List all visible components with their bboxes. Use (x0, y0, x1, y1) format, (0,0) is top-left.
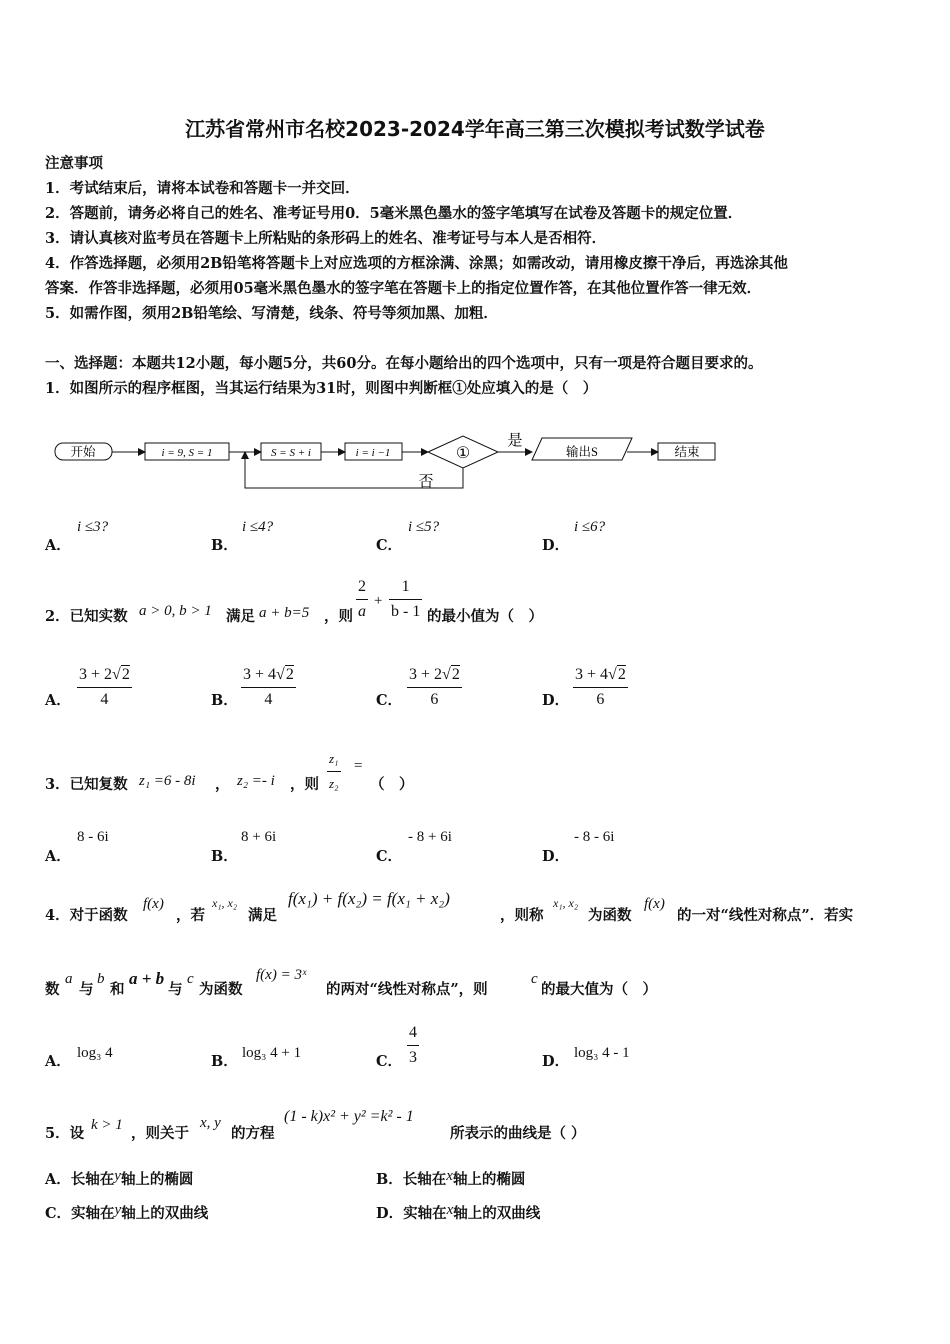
q3-option-c-label: C． (376, 848, 403, 865)
q2-cond-1: a > 0, b > 1 (139, 603, 212, 619)
q2-f2-num: 1 (401, 578, 410, 595)
q4-equation: f(x₁) + f(x₂) = f(x₁ + x₂) (288, 889, 450, 908)
q4-var-ab: a + b (129, 969, 165, 988)
q1-option-d-label: D． (542, 537, 570, 554)
q1-option-a[interactable]: i ≤3? (77, 519, 109, 535)
notice-item-4-cont: 答案．作答非选择题，必须用05毫米黑色墨水的签字笔在答题卡上的指定位置作答，在其他位置作答一律无效． (45, 280, 762, 297)
q4-var-a: a (65, 971, 73, 987)
q3-option-d-label: D． (542, 848, 570, 865)
q5-option-c[interactable]: C．实轴在y轴上的双曲线 (45, 1202, 209, 1222)
q2-option-c[interactable]: 3 + 2√2 6 (409, 666, 460, 708)
q3-option-c[interactable]: - 8 + 6i (408, 829, 452, 845)
q5-k: k > 1 (91, 1117, 123, 1133)
q3-stem-3: （ ） (370, 776, 414, 793)
q2-cond-2: a + b=5 (259, 605, 310, 621)
q3-z1: z₁ =6 - 8i (139, 773, 196, 789)
q4-line1-d: ，则称 (500, 907, 544, 924)
q5-stem-2: ，则关于 (131, 1125, 189, 1142)
q1-flowchart (45, 425, 735, 495)
q2-option-d[interactable]: 3 + 4√2 6 (575, 666, 626, 708)
flow-dec-text: i = i −1 (355, 447, 391, 459)
q2-f2-den: b - 1 (391, 603, 421, 620)
q4-fx-2: f(x) (644, 896, 665, 912)
q1-option-c-label: C． (376, 537, 403, 554)
q5-stem-3: 的方程 (231, 1125, 275, 1142)
q4-option-a[interactable]: log₃ 4 (77, 1045, 113, 1061)
flow-init-text: i = 9, S = 1 (161, 447, 213, 459)
q3-option-d[interactable]: - 8 - 6i (574, 829, 615, 845)
q2-option-a[interactable]: 3 + 2√2 4 (79, 666, 130, 708)
q4-line1-e: 为函数 (588, 907, 632, 924)
q3-fraction: z₁ z₂ (329, 751, 339, 791)
section-heading: 一、选择题：本题共12小题，每小题5分，共60分。在每小题给出的四个选项中，只有一项是符合题目要求的。 (45, 355, 763, 372)
q5-equation: (1 - k)x² + y² =k² - 1 (284, 1108, 414, 1125)
flow-cond-text: ① (455, 445, 471, 462)
flow-start-text: 开始 (70, 445, 96, 459)
q4-line2-g: 的最大值为（ ） (541, 981, 657, 998)
q2-fraction-1 (356, 578, 368, 621)
q4-fx: f(x) (143, 896, 164, 912)
q2-f1-den: a (358, 603, 366, 620)
flow-add-text: S = S + i (271, 447, 311, 459)
q5-option-d[interactable]: D．实轴在x轴上的双曲线 (376, 1202, 541, 1222)
q4-option-c-label: C． (376, 1053, 403, 1070)
q1-stem: 1．如图所示的程序框图，当其运行结果为31时，则图中判断框①处应填入的是（ ） (45, 380, 598, 397)
q2-option-b[interactable]: 3 + 4√2 4 (243, 666, 294, 708)
notice-item-2: 2．答题前，请务必将自己的姓名、准考证号用0．5毫米黑色墨水的签字笔填写在试卷及答题卡的规定位置． (45, 205, 743, 222)
q4-option-a-label: A． (45, 1053, 71, 1070)
q4-option-b-label: B． (211, 1053, 238, 1070)
q2-option-a-label: A． (45, 692, 71, 709)
q1-option-d[interactable]: i ≤6? (574, 519, 606, 535)
q3-stem-1: 3．已知复数 (45, 776, 128, 793)
q3-option-a-label: A． (45, 848, 71, 865)
q2-option-c-label: C． (376, 692, 403, 709)
q3-equals: = (354, 758, 363, 774)
notice-item-5: 5．如需作图，须用2B铅笔绘、写清楚，线条、符号等须加黑、加粗． (45, 305, 498, 322)
q5-option-b[interactable]: B．长轴在x轴上的椭圆 (376, 1168, 526, 1188)
q2-option-b-label: B． (211, 692, 238, 709)
q3-option-b-label: B． (211, 848, 238, 865)
q4-line1-c: 满足 (248, 907, 277, 924)
q2-stem-3: ，则 (324, 608, 353, 625)
q5-stem-4: 所表示的曲线是（ ） (450, 1125, 586, 1142)
q4-line2-b: 与 (79, 981, 94, 998)
notice-item-3: 3．请认真核对监考员在答题卡上所粘贴的条形码上的姓名、准考证号与本人是否相符． (45, 230, 607, 247)
q5-stem-1: 5．设 (45, 1125, 85, 1142)
page-title: 江苏省常州市名校2023-2024学年高三第三次模拟考试数学试卷 (185, 117, 765, 141)
q4-line1-b: ，若 (176, 907, 205, 924)
q1-option-b-label: B． (211, 537, 238, 554)
q3-z2: z₂ =- i (237, 773, 275, 789)
q4-line1-f: 的一对“线性对称点”．若实 (677, 907, 854, 924)
q4-line2-e: 为函数 (199, 981, 243, 998)
q4-line2-a: 数 (45, 981, 60, 998)
q4-var-b: b (97, 971, 105, 987)
flow-output-text: 输出S (566, 445, 598, 459)
notice-heading: 注意事项 (45, 155, 103, 172)
q2-stem-1: 2．已知实数 (45, 608, 128, 625)
flow-end-text: 结束 (674, 445, 700, 459)
q4-option-d[interactable]: log₃ 4 - 1 (574, 1045, 630, 1061)
notice-item-1: 1．考试结束后，请将本试卷和答题卡一并交回． (45, 180, 360, 197)
q5-option-a[interactable]: A．长轴在y轴上的椭圆 (45, 1168, 194, 1188)
q1-option-c[interactable]: i ≤5? (408, 519, 440, 535)
q4-line2-d: 与 (168, 981, 183, 998)
flow-yes-label: 是 (507, 433, 523, 449)
notice-item-4: 4．作答选择题，必须用2B铅笔将答题卡上对应选项的方框涂满、涂黑；如需改动，请用橡皮擦干净后，再选涂其他 (45, 255, 788, 272)
q4-function: f(x) = 3ˣ (256, 967, 307, 983)
q4-option-b[interactable]: log₃ 4 + 1 (242, 1045, 302, 1061)
q5-xy: x, y (200, 1115, 221, 1131)
q2-fraction-2 (389, 578, 422, 621)
q4-option-c[interactable]: 4 3 (409, 1024, 417, 1066)
q3-option-a[interactable]: 8 - 6i (77, 829, 109, 845)
q4-line2-f: 的两对“线性对称点”，则 (326, 981, 488, 998)
q3-option-b[interactable]: 8 + 6i (241, 829, 277, 845)
q4-x12: x₁, x₂ (212, 896, 237, 910)
flow-no-label: 否 (418, 474, 434, 490)
q2-stem-2: 满足 (226, 608, 255, 625)
q2-f1-num: 2 (358, 578, 366, 595)
q2-plus: + (374, 593, 383, 609)
q2-stem-4: 的最小值为（ ） (427, 608, 543, 625)
q3-comma: ， (215, 776, 230, 793)
q4-var-c-2: c (531, 971, 538, 987)
q4-option-d-label: D． (542, 1053, 570, 1070)
q4-var-c: c (187, 971, 194, 987)
q4-line1-a: 4．对于函数 (45, 907, 128, 924)
q2-option-d-label: D． (542, 692, 570, 709)
q1-option-b[interactable]: i ≤4? (242, 519, 274, 535)
q3-stem-2: ，则 (290, 776, 319, 793)
q4-x12-b: x₁, x₂ (553, 896, 578, 910)
q1-option-a-label: A． (45, 537, 71, 554)
q4-line2-c: 和 (110, 981, 125, 998)
